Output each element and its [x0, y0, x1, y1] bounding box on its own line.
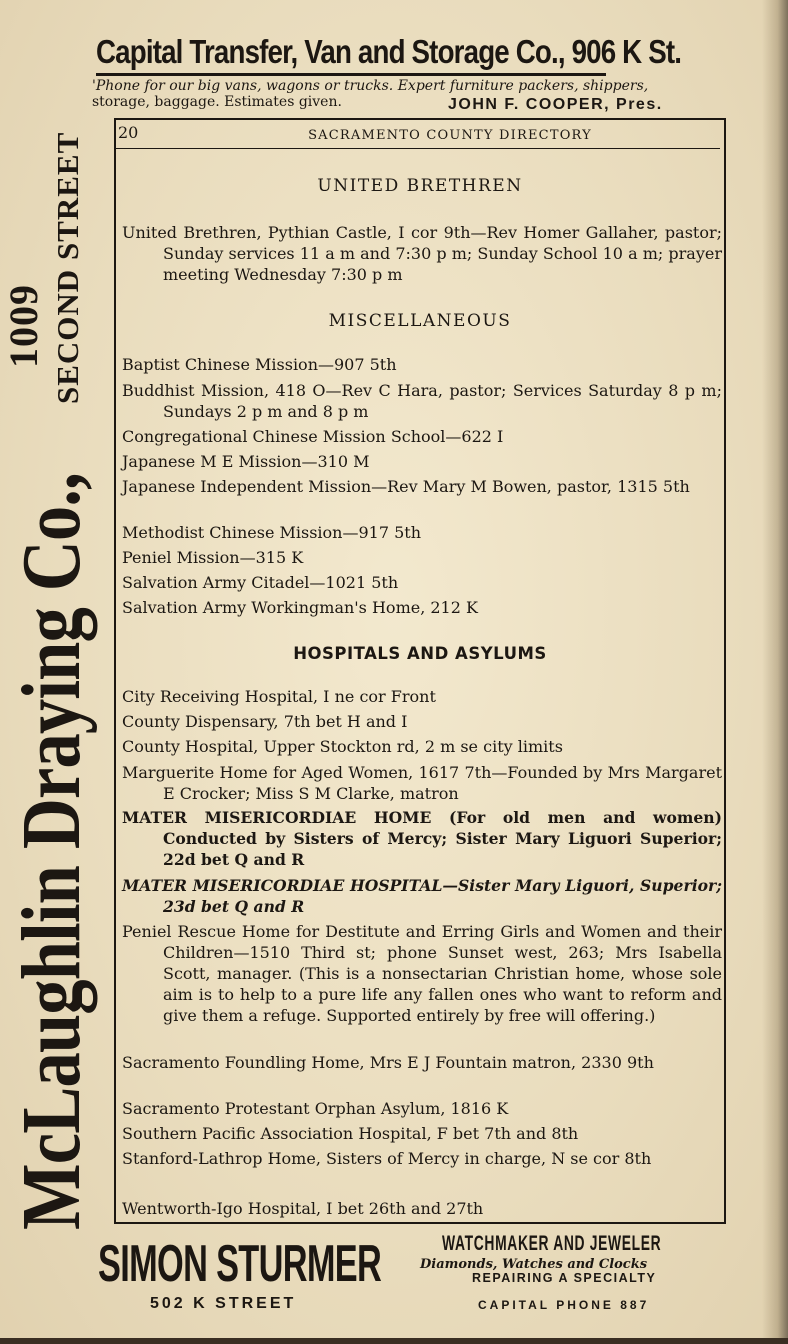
directory-entry: Congregational Chinese Mission School—622 I — [122, 427, 504, 446]
side-ad-name: McLaughlin Draying Co., — [5, 473, 98, 1230]
directory-entry: Sacramento Protestant Orphan Asylum, 1816 K — [122, 1099, 509, 1118]
bottom-ad-address: 502 K STREET — [150, 1295, 297, 1312]
directory-entry: Marguerite Home for Aged Women, 1617 7th—Founded by Mrs Margaret E Crocker; Miss S M Clarke, matron — [122, 763, 722, 803]
bottom-ad-goods: Diamonds, Watches and Clocks — [420, 1257, 648, 1272]
directory-entry: Japanese M E Mission—310 M — [122, 452, 370, 471]
directory-entry: Japanese Independent Mission—Rev Mary M Bowen, pastor, 1315 5th — [122, 477, 690, 496]
top-ad-title: Capital Transfer, Van and Storage Co., 906 K St. — [96, 33, 682, 70]
top-ad-line1: 'Phone for our big vans, wagons or trucks. Expert furniture packers, shippers, — [92, 78, 649, 94]
directory-entry: Buddhist Mission, 418 O—Rev C Hara, pastor; Services Saturday 8 p m; Sundays 2 p m and 8 p m — [122, 381, 722, 421]
bottom-ad-name: SIMON STURMER — [98, 1235, 382, 1293]
directory-entry: MATER MISERICORDIAE HOSPITAL—Sister Mary Liguori, Superior; 23d bet Q and R — [122, 876, 722, 916]
section-heading: UNITED BRETHREN — [317, 176, 523, 196]
directory-entry: County Dispensary, 7th bet H and I — [122, 712, 408, 731]
directory-entry: Stanford-Lathrop Home, Sisters of Mercy in charge, N se cor 8th — [122, 1149, 652, 1168]
page-number: 20 — [118, 123, 139, 142]
page-edge-shadow — [762, 0, 788, 1344]
directory-entry: Sacramento Foundling Home, Mrs E J Fountain matron, 2330 9th — [122, 1053, 654, 1072]
bottom-ad-phone: CAPITAL PHONE 887 — [478, 1298, 650, 1312]
top-ad-line2: storage, baggage. Estimates given. — [92, 94, 342, 110]
top-ad-president: JOHN F. COOPER, Pres. — [448, 96, 663, 113]
directory-entry: Baptist Chinese Mission—907 5th — [122, 355, 397, 374]
section-heading: MISCELLANEOUS — [328, 311, 512, 331]
header-rule — [116, 148, 720, 149]
directory-entry: Southern Pacific Association Hospital, F bet 7th and 8th — [122, 1124, 579, 1143]
directory-entry: Salvation Army Citadel—1021 5th — [122, 573, 399, 592]
side-ad-street: SECOND STREET — [50, 131, 85, 404]
side-ad — [2, 120, 114, 1230]
running-head: SACRAMENTO COUNTY DIRECTORY — [308, 128, 592, 143]
directory-entry: City Receiving Hospital, I ne cor Front — [122, 687, 436, 706]
directory-entry: United Brethren, Pythian Castle, I cor 9th—Rev Homer Gallaher, pastor; Sunday services 11 a m and 7:30 p m; Sunday School 10 a m; prayer meeting Wednesday 7:30 p m — [122, 223, 722, 284]
bottom-edge — [0, 1338, 788, 1344]
directory-entry: MATER MISERICORDIAE HOME (For old men and women) Conducted by Sisters of Mercy; Sister Mary Liguori Superior; 22d bet Q and R — [122, 808, 722, 869]
directory-entry: Wentworth-Igo Hospital, I bet 26th and 27th — [122, 1199, 484, 1218]
side-ad-number: 1009 — [1, 284, 46, 368]
bottom-ad-repair: REPAIRING A SPECIALTY — [472, 1271, 657, 1285]
directory-entry: Methodist Chinese Mission—917 5th — [122, 523, 422, 542]
directory-entry: Salvation Army Workingman's Home, 212 K — [122, 598, 478, 617]
section-heading: HOSPITALS AND ASYLUMS — [293, 644, 547, 663]
top-ad-rule — [96, 73, 606, 76]
directory-entry: Peniel Mission—315 K — [122, 548, 304, 567]
bottom-ad-trade: WATCHMAKER AND JEWELER — [442, 1232, 662, 1255]
directory-entry: County Hospital, Upper Stockton rd, 2 m se city limits — [122, 737, 563, 756]
directory-entry: Peniel Rescue Home for Destitute and Erring Girls and Women and their Children—1510 Third st; phone Sunset west, 263; Mrs Isabella Scott, manager. (This is a nonsectarian Christian home, whose sole aim is to help to a pure life any fallen ones who want to reform and give them a refuge. Supported entirely by free will offering.) — [122, 922, 722, 1025]
